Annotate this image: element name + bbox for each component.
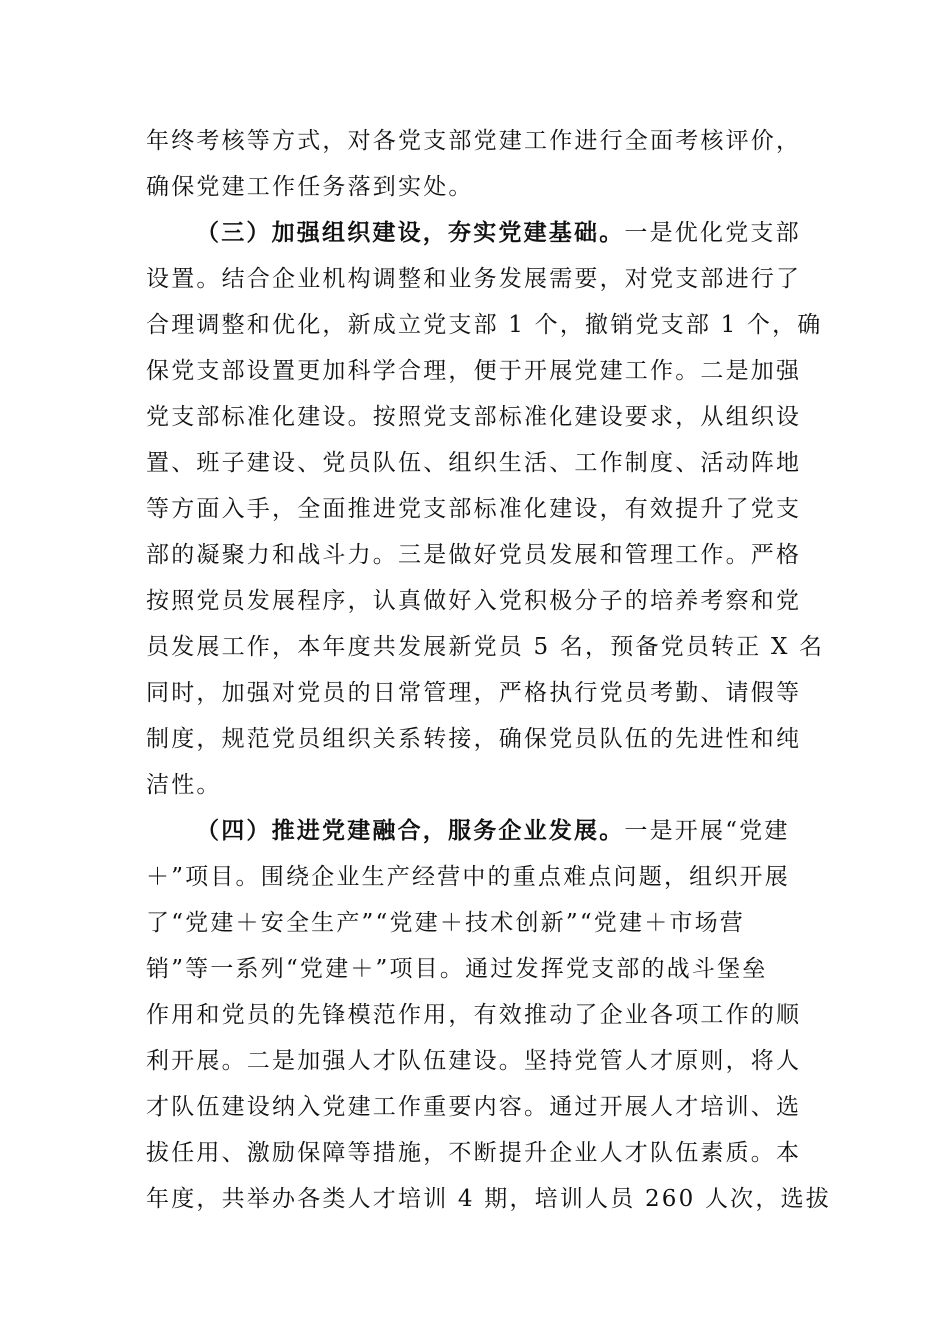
text-run: 一是优化党支部 [624, 220, 801, 246]
text-line: 了“党建＋安全生产”“党建＋技术创新”“党建＋市场营 [146, 910, 745, 936]
text-line: 拔任用、激励保障等措施，不断提升企业人才队伍素质。本 [146, 1140, 802, 1166]
text-line: 等方面入手，全面推进党支部标准化建设，有效提升了党支 [146, 496, 802, 522]
text-line: 利开展。二是加强人才队伍建设。坚持党管人才原则，将人 [146, 1048, 802, 1074]
section-three-line [196, 210, 801, 256]
text-line: 制度，规范党员组织关系转接，确保党员队伍的先进性和纯 [146, 726, 802, 752]
text-line: 设置。结合企业机构调整和业务发展需要，对党支部进行了 [146, 266, 802, 292]
text-line: 按照党员发展程序，认真做好入党积极分子的培养考察和党 [146, 588, 802, 614]
text-line: 置、班子建设、党员队伍、组织生活、工作制度、活动阵地 [146, 450, 802, 476]
section-four-line [196, 808, 790, 854]
text-line: 销”等一系列“党建＋”项目。通过发挥党支部的战斗堡垒 [146, 956, 768, 982]
text-line: 合理调整和优化，新成立党支部 1 个，撤销党支部 1 个，确 [146, 312, 823, 338]
text-line: 党支部标准化建设。按照党支部标准化建设要求，从组织设 [146, 404, 802, 430]
text-line: 员发展工作，本年度共发展新党员 5 名，预备党员转正 X 名 [146, 634, 825, 660]
text-line: 年终考核等方式，对各党支部党建工作进行全面考核评价， [146, 128, 802, 154]
text-line: 部的凝聚力和战斗力。三是做好党员发展和管理工作。严格 [146, 542, 802, 568]
text-line: ＋”项目。围绕企业生产经营中的重点难点问题，组织开展 [146, 864, 790, 890]
text-line: 洁性。 [146, 772, 222, 798]
text-line: 作用和党员的先锋模范作用，有效推动了企业各项工作的顺 [146, 1002, 802, 1028]
text-line: 年度，共举办各类人才培训 4 期，培训人员 260 人次，选拔 [146, 1186, 831, 1212]
text-run: 一是开展“党建 [624, 818, 790, 844]
text-line: 同时，加强对党员的日常管理，严格执行党员考勤、请假等 [146, 680, 802, 706]
section-heading-four: （四）推进党建融合，服务企业发展。 [196, 817, 625, 844]
text-line: 确保党建工作任务落到实处。 [146, 174, 474, 200]
text-line: 才队伍建设纳入党建工作重要内容。通过开展人才培训、选 [146, 1094, 802, 1120]
section-heading-three: （三）加强组织建设，夯实党建基础。 [196, 219, 625, 246]
text-line: 保党支部设置更加科学合理，便于开展党建工作。二是加强 [146, 358, 802, 384]
